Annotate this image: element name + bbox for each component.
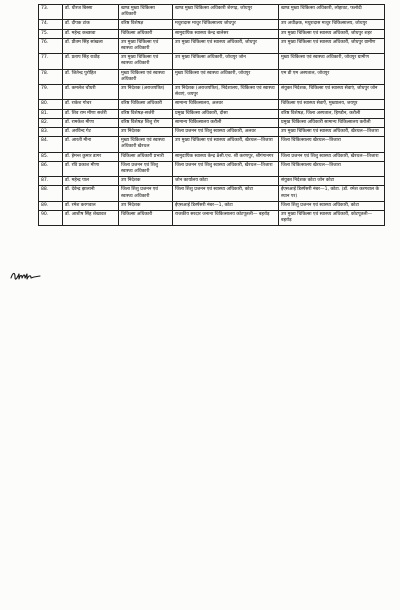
current-posting-cell: सामान्य चिकित्सालय करौली <box>173 118 279 127</box>
current-designation-cell: चिकित्सा अधिकारी <box>119 29 173 38</box>
serial-number-cell: 76. <box>39 38 63 53</box>
table-row <box>39 118 385 127</box>
new-posting-cell: मुख्य चिकित्सा एवं स्वास्थ्य अधिकारी, जोधपुर ग्रामीण <box>279 54 385 69</box>
serial-number-cell: 75. <box>39 29 63 38</box>
current-posting-cell: उप मुख्य चिकित्सा एवं स्वास्थ्य अधिकारी, जोधपुर <box>173 38 279 53</box>
serial-number-cell: 78. <box>39 69 63 84</box>
officer-name-cell: डॉ. कमलेश चौधरी <box>63 85 119 100</box>
officer-name-cell: डॉ. रमेश करगवाल <box>63 201 119 210</box>
table-row <box>39 100 385 109</box>
new-posting-cell: उप अधीक्षक, मथुरादास माथुर चिकित्सालय, जोधपुर <box>279 20 385 29</box>
new-posting-cell: जिला चिकित्सालय खैरथल—तिजारा <box>279 161 385 176</box>
current-designation-cell: जिला प्रजनन एवं शिशु स्वास्थ्य अधिकारी <box>119 161 173 176</box>
officer-name-cell: डॉ. जितेन्द्र पुरोहित <box>63 69 119 84</box>
table-row <box>39 177 385 186</box>
current-designation-cell: उप निदेशक <box>119 128 173 137</box>
current-posting-cell: मथुरादास माथुर चिकित्सालय जोधपुर <box>173 20 279 29</box>
current-designation-cell: वरिष्ठ विशेषज्ञ-सर्जरी <box>119 109 173 118</box>
current-designation-cell: उप निदेशक (अराजपत्रित) <box>119 85 173 100</box>
serial-number-cell: 87. <box>39 177 63 186</box>
table-row <box>39 29 385 38</box>
current-designation-cell: वरिष्ठ चिकित्सा अधिकारी <box>119 100 173 109</box>
table-row <box>39 38 385 53</box>
transfer-table <box>38 4 385 226</box>
table-row <box>39 211 385 226</box>
new-posting-cell: वरिष्ठ विशेषज्ञ, जिला अस्पताल, हिण्डौन, करौली <box>279 109 385 118</box>
current-designation-cell: उप मुख्य चिकित्सा एवं स्वास्थ्य अधिकारी <box>119 38 173 53</box>
table-row <box>39 85 385 100</box>
current-designation-cell: उप निदेशक <box>119 201 173 210</box>
current-designation-cell: मुख्य चिकित्सा एवं स्वास्थ्य अधिकारी <box>119 69 173 84</box>
new-posting-cell: संयुक्त निदेशक कोटा जोन कोटा <box>279 177 385 186</box>
new-posting-cell: जिला चिकित्सालय खैरथल—तिजारा <box>279 137 385 152</box>
officer-name-cell: डॉ. राकेश गोचर <box>63 100 119 109</box>
serial-number-cell: 88. <box>39 186 63 201</box>
table-row <box>39 137 385 152</box>
serial-number-cell: 85. <box>39 152 63 161</box>
current-posting-cell: राजकीय सरदार जनाना चिकित्सालय कोटपूतली— बहरोड़ <box>173 211 279 226</box>
current-posting-cell: उप मुख्य चिकित्सा एवं स्वास्थ्य अधिकारी, खैरथल—तिजारा <box>173 137 279 152</box>
table-row <box>39 20 385 29</box>
current-posting-cell: जोन कार्यालय कोटा <box>173 177 279 186</box>
officer-name-cell: डॉ. दीपक टांक <box>63 20 119 29</box>
current-posting-cell: सामान्य चिकित्सालय, अलवर <box>173 100 279 109</box>
officer-name-cell: डॉ. रामकेश मीणा <box>63 118 119 127</box>
new-posting-cell: प्रमुख चिकित्सा अधिकारी सामान्य चिकित्सालय करौली <box>279 118 385 127</box>
serial-number-cell: 73. <box>39 5 63 20</box>
officer-name-cell: डॉ. महेन्द्र कच्छावा <box>63 29 119 38</box>
current-designation-cell: मुख्य चिकित्सा एवं स्वास्थ्य अधिकारी खैरथल <box>119 137 173 152</box>
table-row <box>39 69 385 84</box>
current-designation-cell: चिकित्सा अधिकारी <box>119 211 173 226</box>
serial-number-cell: 90. <box>39 211 63 226</box>
officer-name-cell: डॉ. आशीष सिंह शेखावत <box>63 211 119 226</box>
officer-name-cell: डॉ. प्रताप सिंह राठौड़ <box>63 54 119 69</box>
serial-number-cell: 79. <box>39 85 63 100</box>
table-row <box>39 161 385 176</box>
new-posting-cell: उप मुख्य चिकित्सा एवं स्वास्थ्य अधिकारी, जोधपुर शहर <box>279 29 385 38</box>
new-posting-cell: ईएसआई डिस्पेंसरी नंबर—1, कोटा. (डॉ. रमेश करगवाल के स्थान पर) <box>279 186 385 201</box>
current-posting-cell: सामुदायिक स्वास्थ्य केन्द्र 8सी.एच. श्री करणपुर, श्रीगंगानगर <box>173 152 279 161</box>
new-posting-cell: जिला प्रजनन एवं शिशु स्वास्थ्य अधिकारी, खैरथल—तिजारा <box>279 152 385 161</box>
current-posting-cell: जिला प्रजनन एवं शिशु स्वास्थ्य अधिकारी, अलवर <box>173 128 279 137</box>
current-designation-cell: खण्ड मुख्य चिकित्सा अधिकारी <box>119 5 173 20</box>
serial-number-cell: 81. <box>39 109 63 118</box>
officer-name-cell: डॉ. रवि प्रकाश मीणा <box>63 161 119 176</box>
current-posting-cell: उप निदेशक (अराजपत्रित), निदेशालय, चिकित्सा एवं स्वास्थ्य सेवाएं, जयपुर <box>173 85 279 100</box>
current-posting-cell: मुख्य चिकित्सा एवं स्वास्थ्य अधिकारी, जोधपुर <box>173 69 279 84</box>
current-designation-cell: उप मुख्य चिकित्सा एवं स्वास्थ्य अधिकारी <box>119 54 173 69</box>
current-posting-cell: जिला प्रजनन एवं शिशु स्वास्थ्य अधिकारी, खैरथल—तिजारा <box>173 161 279 176</box>
serial-number-cell: 82. <box>39 118 63 127</box>
serial-number-cell: 89. <box>39 201 63 210</box>
current-posting-cell: सामुदायिक स्वास्थ्य केन्द्र बालेसर <box>173 29 279 38</box>
current-posting-cell: खण्ड मुख्य चिकित्सा अधिकारी शेरगढ़, जोधपुर <box>173 5 279 20</box>
table-row <box>39 152 385 161</box>
officer-name-cell: डॉ. धीरज बिस्सा <box>63 5 119 20</box>
new-posting-cell: उप मुख्य चिकित्सा एवं स्वास्थ्य अधिकारी, खैरथल—तिजारा <box>279 128 385 137</box>
serial-number-cell: 77. <box>39 54 63 69</box>
current-designation-cell: जिला शिशु प्रजनन एवं स्वास्थ्य अधिकारी <box>119 186 173 201</box>
new-posting-cell: उप मुख्य चिकित्सा एवं स्वास्थ्य अधिकारी, जोधपुर ग्रामीण <box>279 38 385 53</box>
new-posting-cell: चिकित्सा एवं स्वास्थ्य सेवाएँ, मुख्यालय, जयपुर <box>279 100 385 109</box>
current-posting-cell: उप मुख्य चिकित्सा अधिकारी, जोधपुर जोन <box>173 54 279 69</box>
current-posting-cell: जिला शिशु प्रजनन एवं स्वास्थ्य अधिकारी, कोटा <box>173 186 279 201</box>
new-posting-cell: संयुक्त निदेशक, चिकित्सा एवं स्वास्थ्य सेवाएं, जोधपुर जोन <box>279 85 385 100</box>
new-posting-cell: उप मुख्य चिकित्सा एवं स्वास्थ्य अधिकारी, कोटपूतली—बहरोड़ <box>279 211 385 226</box>
officer-name-cell: डॉ. प्रीतम सिंह सांखला <box>63 38 119 53</box>
table-row <box>39 186 385 201</box>
current-designation-cell: उप निदेशक <box>119 177 173 186</box>
current-posting-cell: ईएसआई डिस्पेंसरी नंबर—1, कोटा <box>173 201 279 210</box>
current-posting-cell: प्रमुख चिकित्सा अधिकारी, दौसा <box>173 109 279 118</box>
serial-number-cell: 84. <box>39 137 63 152</box>
officer-name-cell: डॉ. आरती मीना <box>63 137 119 152</box>
table-row <box>39 109 385 118</box>
officer-name-cell: डॉ. देवेन्द्र झालानी <box>63 186 119 201</box>
new-posting-cell: खण्ड मुख्य चिकित्सा अधिकारी, लोहावट, फलोदी <box>279 5 385 20</box>
serial-number-cell: 86. <box>39 161 63 176</box>
current-designation-cell: चिकित्सा अधिकारी प्रभारी <box>119 152 173 161</box>
officer-name-cell: डॉ. हेमन्त कुमार डागर <box>63 152 119 161</box>
officer-name-cell: डॉ. महेन्द्र पाल <box>63 177 119 186</box>
serial-number-cell: 83. <box>39 128 63 137</box>
new-posting-cell: जिला शिशु प्रजनन एवं स्वास्थ्य अधिकारी, कोटा <box>279 201 385 210</box>
table-row <box>39 201 385 210</box>
current-designation-cell: वरिष्ठ विशेषज्ञ <box>119 20 173 29</box>
officer-name-cell: डॉ. अरविन्द गेट <box>63 128 119 137</box>
serial-number-cell: 80. <box>39 100 63 109</box>
current-designation-cell: वरिष्ठ विशेषज्ञ शिशु रोग <box>119 118 173 127</box>
table-row <box>39 128 385 137</box>
table-row <box>39 54 385 69</box>
officer-name-cell: डॉ. शिव राम मीणा सर्जरी <box>63 109 119 118</box>
new-posting-cell: एम डी एम अस्पताल, जोधपुर <box>279 69 385 84</box>
handwritten-signature <box>10 268 42 284</box>
serial-number-cell: 74. <box>39 20 63 29</box>
table-row <box>39 5 385 20</box>
